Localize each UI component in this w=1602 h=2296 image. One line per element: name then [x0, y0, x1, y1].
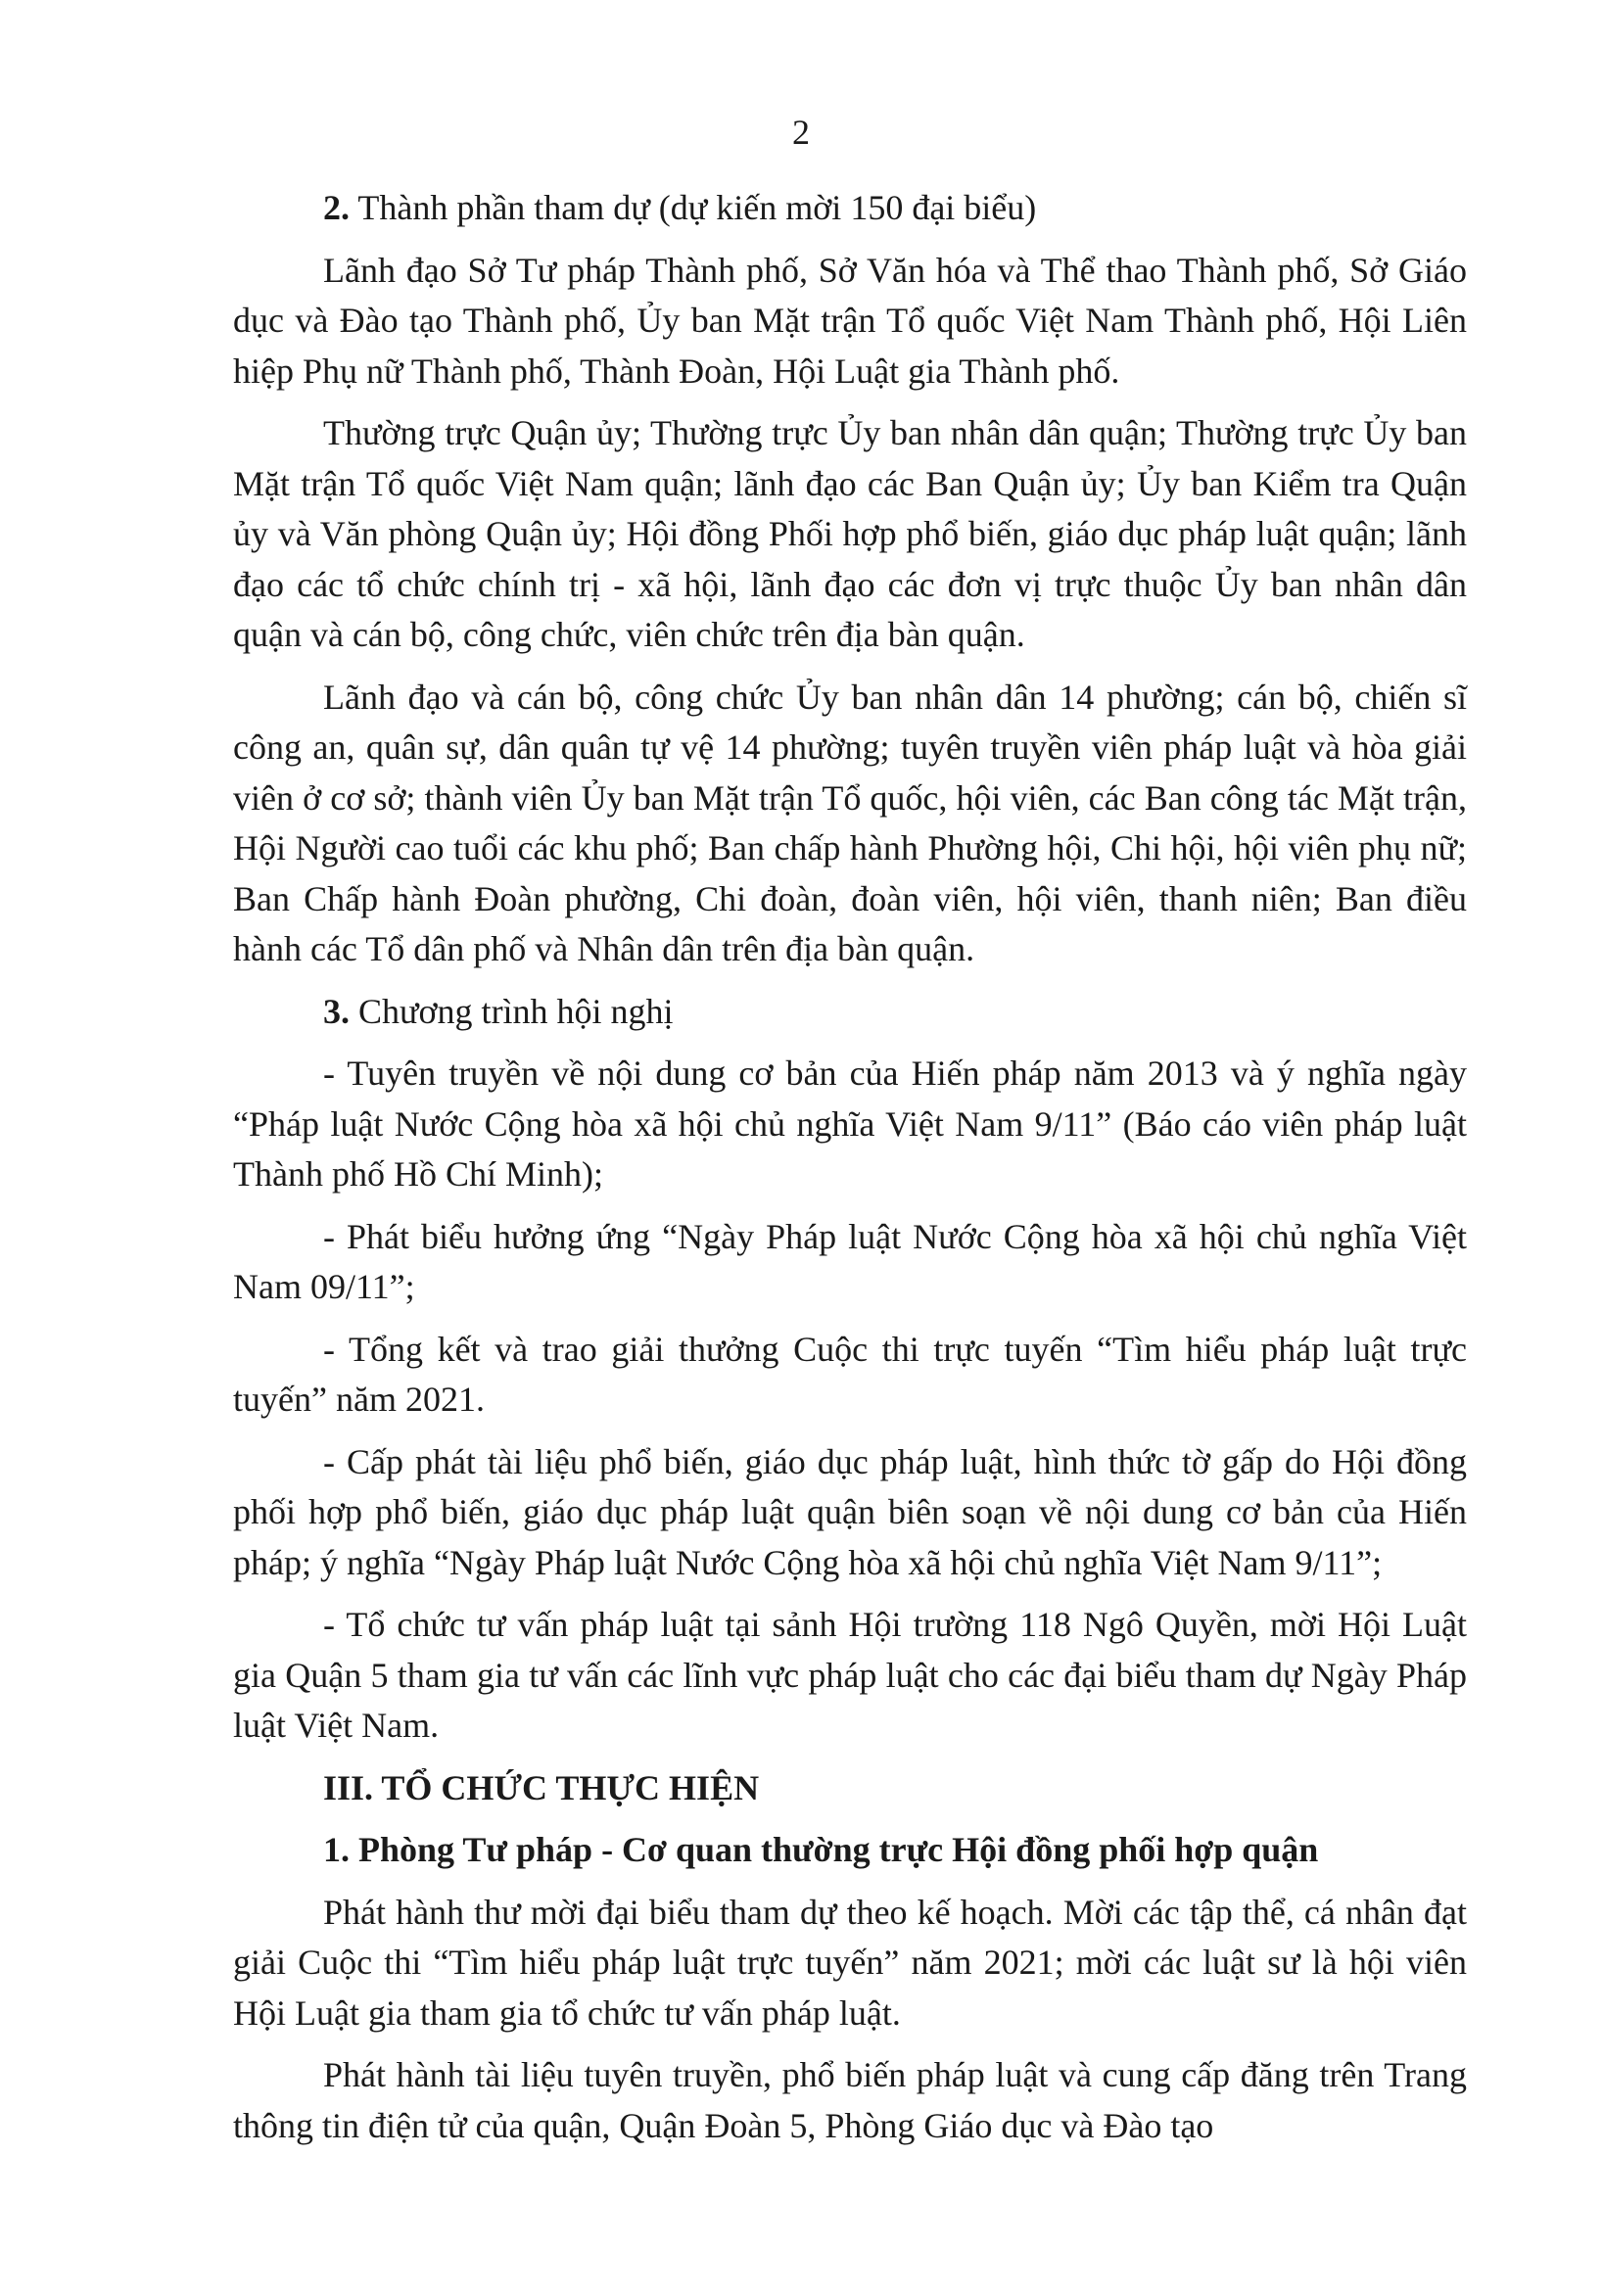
section-2-heading	[233, 183, 1467, 234]
document-body	[233, 183, 1467, 2163]
list-item: - Cấp phát tài liệu phổ biến, giáo dục pháp luật, hình thức tờ gấp do Hội đồng phối hợp phổ biến, giáo dục pháp luật quận biên soạn về nội dung cơ bản của Hiến pháp; ý nghĩa “Ngày Pháp luật Nước Cộng hòa xã hội chủ nghĩa Việt Nam 9/11”;	[233, 1441, 1467, 1582]
page-number: 2	[792, 113, 810, 152]
section-2-title: Thành phần tham dự (dự kiến mời 150 đại biểu)	[350, 188, 1037, 227]
list-item: - Tuyên truyền về nội dung cơ bản của Hiến pháp năm 2013 và ý nghĩa ngày “Pháp luật Nước Cộng hòa xã hội chủ nghĩa Việt Nam 9/11” (Báo cáo viên pháp luật Thành phố Hồ Chí Minh);	[233, 1054, 1467, 1194]
paragraph: Lãnh đạo Sở Tư pháp Thành phố, Sở Văn hóa và Thể thao Thành phố, Sở Giáo dục và Đào tạo Thành phố, Ủy ban Mặt trận Tổ quốc Việt Nam Thành phố, Hội Liên hiệp Phụ nữ Thành phố, Thành Đoàn, Hội Luật gia Thành phố.	[233, 250, 1467, 391]
section-3-title: Chương trình hội nghị	[350, 991, 674, 1031]
paragraph: Lãnh đạo và cán bộ, công chức Ủy ban nhân dân 14 phường; cán bộ, chiến sĩ công an, quân sự, dân quân tự vệ 14 phường; tuyên truyền viên pháp luật và hòa giải viên ở cơ sở; thành viên Ủy ban Mặt trận Tổ quốc, hội viên, các Ban công tác Mặt trận, Hội Người cao tuổi các khu phố; Ban chấp hành Phường hội, Chi hội, hội viên phụ nữ; Ban Chấp hành Đoàn phường, Chi đoàn, đoàn viên, hội viên, thanh niên; Ban điều hành các Tổ dân phố và Nhân dân trên địa bàn quận.	[233, 677, 1467, 968]
section-iii-heading: III. TỔ CHỨC THỰC HIỆN	[323, 1767, 760, 1807]
paragraph: Phát hành tài liệu tuyên truyền, phổ biến pháp luật và cung cấp đăng trên Trang thông tin điện tử của quận, Quận Đoàn 5, Phòng Giáo dục và Đào tạo	[233, 2055, 1467, 2145]
list-item: - Tổ chức tư vấn pháp luật tại sảnh Hội trường 118 Ngô Quyền, mời Hội Luật gia Quận 5 tham gia tư vấn các lĩnh vực pháp luật cho các đại biểu tham dự Ngày Pháp luật Việt Nam.	[233, 1605, 1467, 1745]
section-iii-1-heading: 1. Phòng Tư pháp - Cơ quan thường trực Hội đồng phối hợp quận	[323, 1830, 1319, 1869]
paragraph: Phát hành thư mời đại biểu tham dự theo kế hoạch. Mời các tập thể, cá nhân đạt giải Cuộc thi “Tìm hiểu pháp luật trực tuyến” năm 2021; mời các luật sư là hội viên Hội Luật gia tham gia tổ chức tư vấn pháp luật.	[233, 1892, 1467, 2033]
section-3-heading	[233, 987, 1467, 1038]
list-item: - Phát biểu hưởng ứng “Ngày Pháp luật Nước Cộng hòa xã hội chủ nghĩa Việt Nam 09/11”;	[233, 1216, 1467, 1306]
paragraph: Thường trực Quận ủy; Thường trực Ủy ban nhân dân quận; Thường trực Ủy ban Mặt trận Tổ quốc Việt Nam quận; lãnh đạo các Ban Quận ủy; Ủy ban Kiểm tra Quận ủy và Văn phòng Quận ủy; Hội đồng Phối hợp phổ biến, giáo dục pháp luật quận; lãnh đạo các tổ chức chính trị - xã hội, lãnh đạo các đơn vị trực thuộc Ủy ban nhân dân quận và cán bộ, công chức, viên chức trên địa bàn quận.	[233, 413, 1467, 654]
section-3-number: 3.	[323, 991, 350, 1031]
list-item: - Tổng kết và trao giải thưởng Cuộc thi trực tuyến “Tìm hiểu pháp luật trực tuyến” năm 2021.	[233, 1329, 1467, 1419]
section-2-number: 2.	[323, 188, 350, 227]
